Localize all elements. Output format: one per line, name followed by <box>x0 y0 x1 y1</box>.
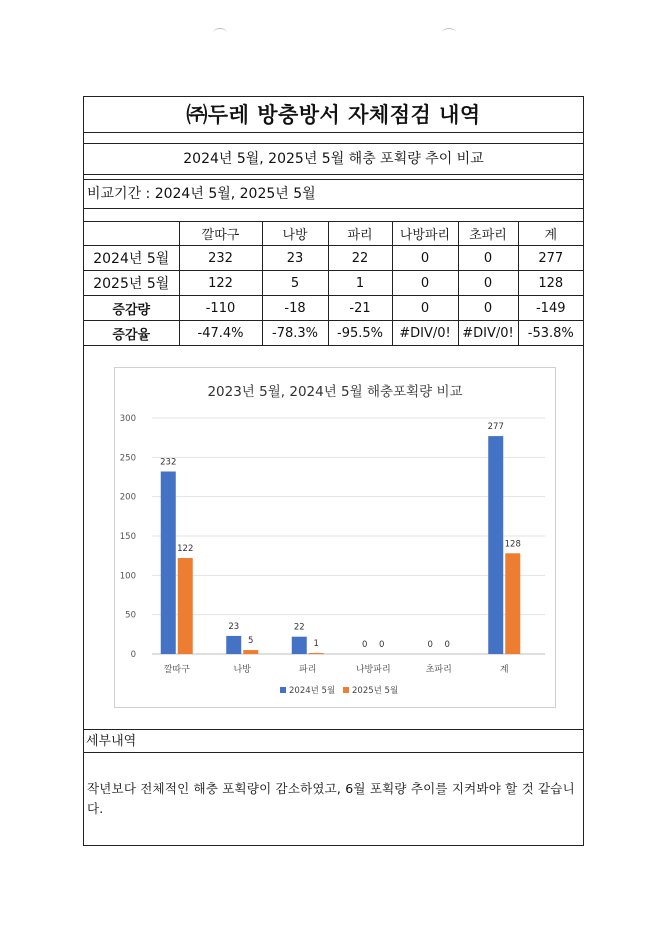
table-header-cell: 파리 <box>328 222 392 246</box>
bar <box>226 636 241 654</box>
legend-label: 2025년 5월 <box>352 686 399 696</box>
data-label: 0 <box>379 640 385 650</box>
table-cell: 5 <box>262 271 328 296</box>
table-cell: -47.4% <box>179 321 262 346</box>
table-cell: 0 <box>392 246 458 271</box>
table-cell: -21 <box>328 296 392 321</box>
y-tick-label: 150 <box>119 532 136 542</box>
table-cell: 0 <box>458 271 518 296</box>
y-tick-label: 0 <box>130 650 136 660</box>
table-cell: -53.8% <box>518 321 583 346</box>
bar <box>161 471 176 654</box>
table-header-row <box>84 222 583 246</box>
details-heading: 세부내역 <box>84 729 583 753</box>
details-text: 작년보다 전체적인 해충 포획량이 감소하였고, 6월 포획량 추이를 지켜봐야 할 것 같습니다. <box>87 781 575 816</box>
table-cell: -18 <box>262 296 328 321</box>
data-label: 0 <box>444 640 450 650</box>
catch-table <box>84 221 583 346</box>
data-label: 1 <box>313 639 319 649</box>
table-row <box>84 246 583 271</box>
chart-title: 2023년 5월, 2024년 5월 해충포획량 비교 <box>207 384 463 400</box>
table-cell: -110 <box>179 296 262 321</box>
x-tick-label: 계 <box>499 665 509 675</box>
table-cell: -95.5% <box>328 321 392 346</box>
data-label: 232 <box>160 457 177 468</box>
document-title: ㈜두레 방충방서 자체점검 내역 <box>84 97 583 133</box>
table-cell: 1 <box>328 271 392 296</box>
table-cell: -78.3% <box>262 321 328 346</box>
table-row <box>84 296 583 321</box>
table-cell: 22 <box>328 246 392 271</box>
data-label: 0 <box>362 640 368 650</box>
table-cell: #DIV/0! <box>392 321 458 346</box>
legend-label: 2024년 5월 <box>289 686 336 696</box>
x-tick-label: 초파리 <box>425 665 452 675</box>
bar <box>505 553 520 654</box>
bar <box>292 637 307 654</box>
bar <box>178 558 193 654</box>
table-cell: 128 <box>518 271 583 296</box>
table-cell: 0 <box>458 296 518 321</box>
report-frame <box>83 96 584 846</box>
x-tick-label: 나방파리 <box>355 665 391 675</box>
x-tick-label: 파리 <box>299 665 317 675</box>
row-label: 2024년 5월 <box>84 246 179 271</box>
chart-area <box>114 367 556 708</box>
legend-swatch <box>343 687 349 693</box>
data-label: 277 <box>487 422 504 433</box>
x-tick-label: 나방 <box>233 665 251 675</box>
table-header-cell: 초파리 <box>458 222 518 246</box>
data-label: 5 <box>248 636 254 647</box>
punch-hole-left <box>213 28 227 37</box>
table-cell: 23 <box>262 246 328 271</box>
bar <box>488 436 503 654</box>
y-tick-label: 100 <box>119 571 136 582</box>
table-cell: 277 <box>518 246 583 271</box>
data-label: 0 <box>427 640 433 650</box>
table-header-cell: 깔따구 <box>179 222 262 246</box>
bar <box>243 650 258 654</box>
y-tick-label: 200 <box>119 492 136 503</box>
row-label: 2025년 5월 <box>84 271 179 296</box>
table-cell: 0 <box>392 296 458 321</box>
table-header-cell <box>84 222 179 246</box>
table-cell: 232 <box>179 246 262 271</box>
table-cell: #DIV/0! <box>458 321 518 346</box>
table-cell: -149 <box>518 296 583 321</box>
data-label: 122 <box>177 544 194 555</box>
punch-hole-right <box>442 28 456 37</box>
x-tick-label: 깔따구 <box>163 665 190 675</box>
y-tick-label: 50 <box>125 610 136 621</box>
table-cell: 122 <box>179 271 262 296</box>
table-cell: 0 <box>392 271 458 296</box>
document-subtitle: 2024년 5월, 2025년 5월 해충 포획량 추이 비교 <box>84 143 583 175</box>
y-tick-label: 250 <box>119 453 136 464</box>
table-header-cell: 나방 <box>262 222 328 246</box>
table-header-cell: 나방파리 <box>392 222 458 246</box>
bar <box>309 653 324 654</box>
bar-chart <box>115 368 555 707</box>
data-label: 128 <box>504 539 521 550</box>
row-label: 증감율 <box>84 321 179 346</box>
table-row <box>84 271 583 296</box>
data-label: 22 <box>293 622 305 633</box>
y-tick-label: 300 <box>119 414 136 424</box>
table-header-cell: 계 <box>518 222 583 246</box>
legend-swatch <box>280 687 286 693</box>
comparison-period: 비교기간 : 2024년 5월, 2025년 5월 <box>84 179 583 209</box>
table-row <box>84 321 583 346</box>
data-label: 23 <box>228 621 240 632</box>
row-label: 증감량 <box>84 296 179 321</box>
table-cell: 0 <box>458 246 518 271</box>
